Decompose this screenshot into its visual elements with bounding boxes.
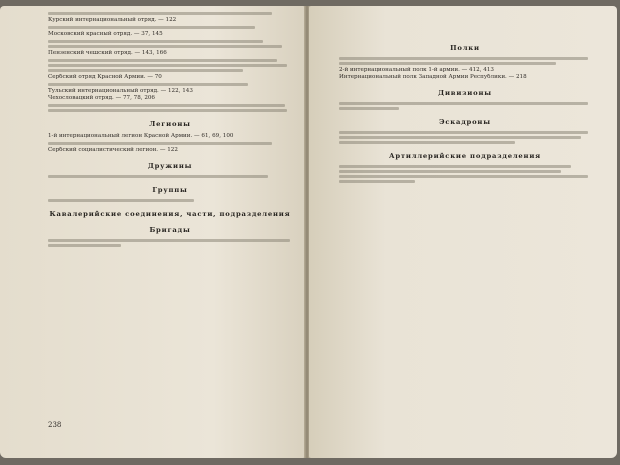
illegible-line-placeholder (48, 83, 248, 86)
illegible-line-placeholder (48, 199, 194, 202)
index-entry: Курский интернациональный отряд. — 122 (48, 17, 177, 23)
right-page (309, 6, 617, 458)
illegible-line-placeholder (48, 244, 121, 247)
illegible-line-placeholder (339, 175, 588, 178)
section-heading-artillery: Артиллерийские подразделения (388, 152, 541, 160)
illegible-line-placeholder (339, 170, 561, 173)
index-entry: Чехословацкий отряд. — 77, 78, 206 (48, 95, 155, 101)
right-page-column (339, 36, 591, 185)
illegible-line-placeholder (48, 175, 268, 178)
section-heading-cavalry: Кавалерийские соединения, части, подразделения (49, 210, 291, 218)
index-entry: Сербский отряд Красной Армии. — 70 (48, 74, 162, 80)
illegible-line-placeholder (48, 45, 282, 48)
index-entry: 1-й интернациональный легион Красной Армии. — 61, 69, 100 (48, 133, 234, 139)
illegible-line-placeholder (48, 12, 272, 15)
section-heading-brigades: Бригады (149, 226, 191, 234)
illegible-line-placeholder (339, 62, 556, 65)
illegible-line-placeholder (339, 131, 588, 134)
illegible-line-placeholder (339, 57, 588, 60)
illegible-line-placeholder (48, 69, 243, 72)
illegible-line-placeholder (339, 165, 571, 168)
index-entry: Интернациональный полк Западной Армии Республики. — 218 (339, 74, 527, 80)
illegible-line-placeholder (339, 180, 415, 183)
index-entry: Сербский социалистический легион. — 122 (48, 147, 178, 153)
illegible-line-placeholder (339, 102, 588, 105)
illegible-line-placeholder (48, 104, 285, 107)
index-entry: Пензенский чешский отряд. — 143, 166 (48, 50, 167, 56)
index-entry: 2-й интернациональный полк 1-й армии. — 412, 413 (339, 67, 494, 73)
illegible-line-placeholder (48, 142, 272, 145)
illegible-line-placeholder (48, 109, 287, 112)
index-entry: Московский красный отряд. — 37, 145 (48, 31, 163, 37)
illegible-line-placeholder (48, 40, 263, 43)
section-heading-regiments: Полки (450, 44, 480, 52)
page-number: 238 (48, 421, 62, 429)
illegible-line-placeholder (48, 26, 255, 29)
left-page (0, 6, 305, 458)
section-heading-divisions: Дивизионы (438, 89, 492, 97)
section-heading-squadrons: Эскадроны (439, 118, 491, 126)
illegible-line-placeholder (48, 59, 277, 62)
section-heading-druzhiny: Дружины (147, 162, 193, 170)
left-page-column (48, 10, 292, 249)
illegible-line-placeholder (339, 136, 581, 139)
illegible-line-placeholder (339, 141, 515, 144)
section-heading-legions: Легионы (149, 120, 191, 128)
illegible-line-placeholder (48, 239, 290, 242)
section-heading-groups: Группы (152, 186, 188, 194)
illegible-line-placeholder (339, 107, 399, 110)
index-entry: Тульский интернациональный отряд. — 122, 143 (48, 88, 193, 94)
illegible-line-placeholder (48, 64, 287, 67)
